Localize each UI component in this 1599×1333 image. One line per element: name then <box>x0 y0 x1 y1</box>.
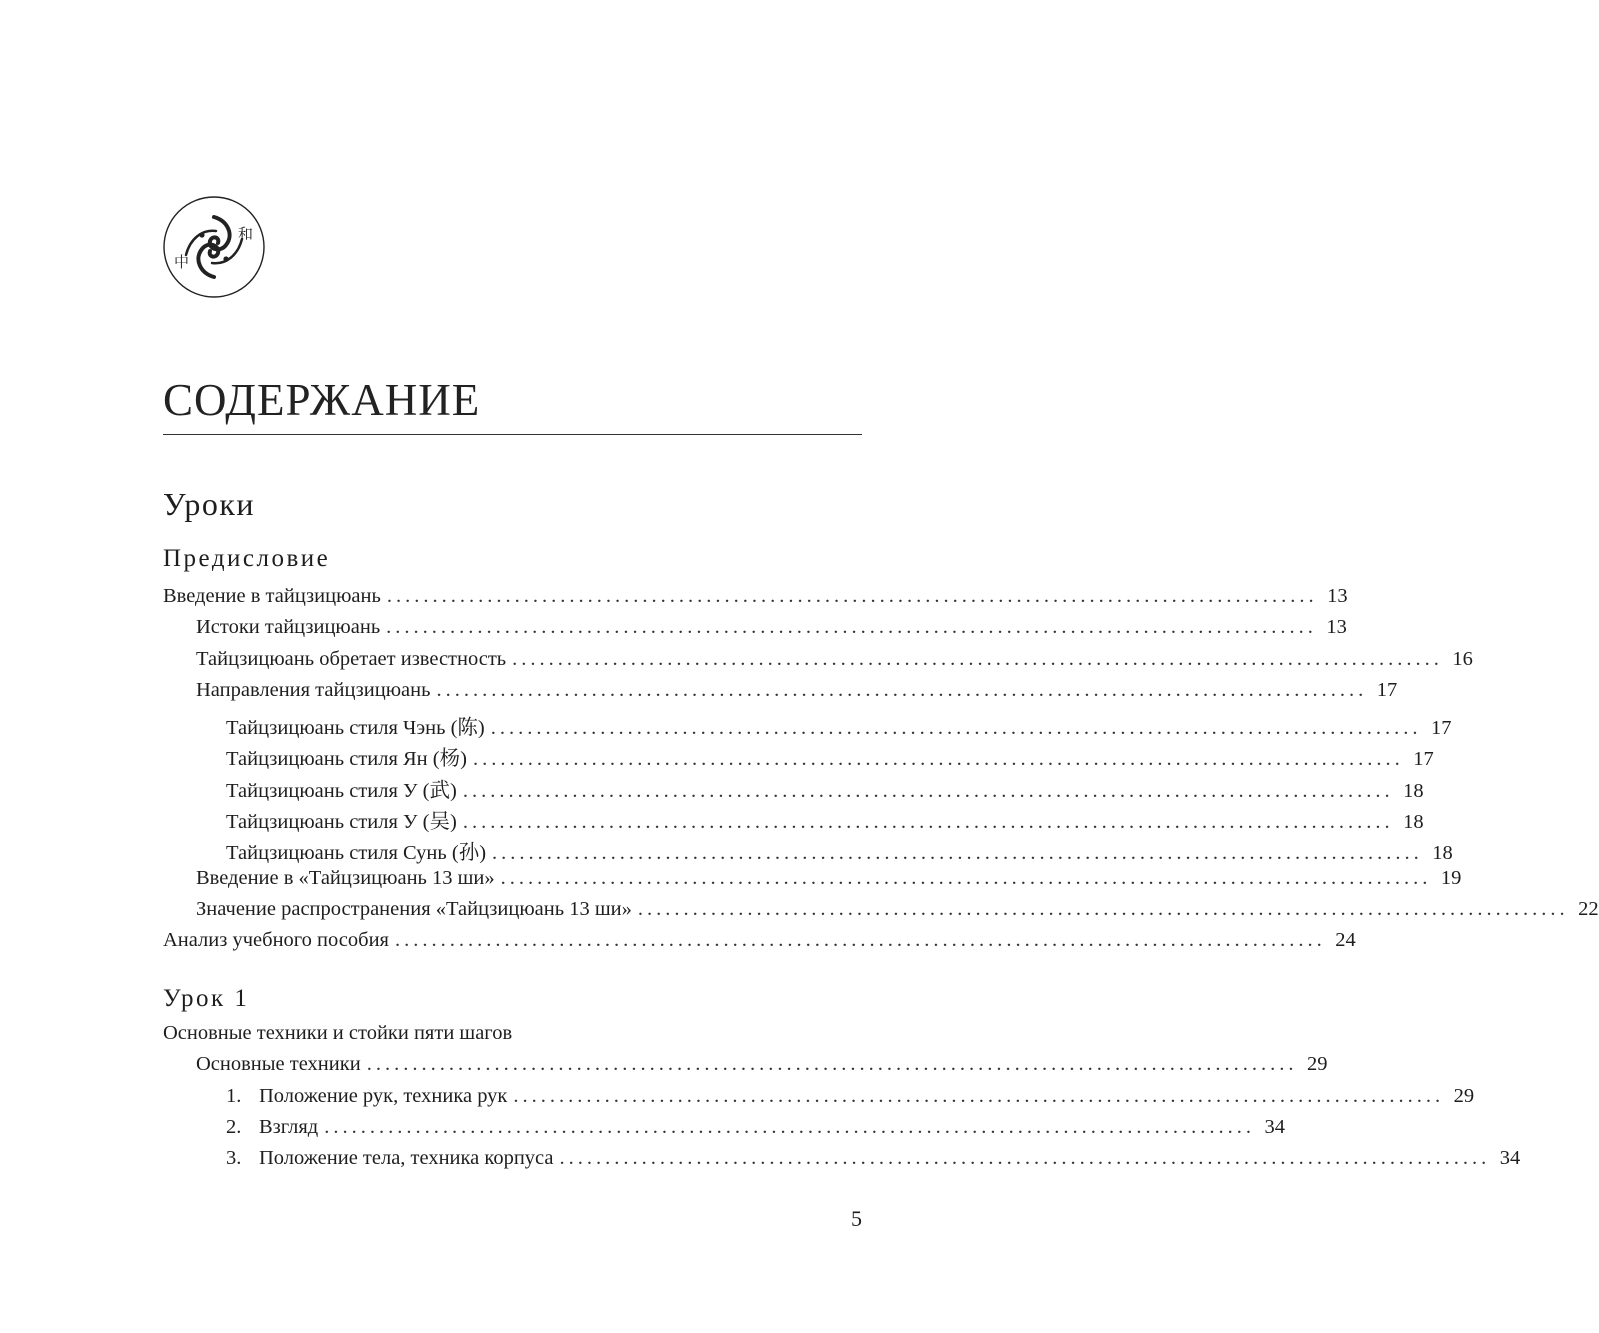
toc-entry[interactable] <box>163 929 1356 960</box>
toc-entry[interactable] <box>163 804 1424 835</box>
toc-entry-label: Истоки тайцзицюань <box>196 616 381 639</box>
toc-entry[interactable] <box>163 678 1398 710</box>
toc-entry[interactable] <box>163 616 1347 647</box>
contents-title: СОДЕРЖАНИЕ <box>163 375 481 425</box>
toc-entry-page: 13 <box>1327 585 1348 607</box>
toc-entry-page: 29 <box>1306 1053 1328 1076</box>
toc-leader-dots: ...................................................................................................... <box>512 647 1443 670</box>
toc-leader-dots: ...................................................................................................... <box>492 842 1423 865</box>
toc-entry-label: Основные техники <box>196 1053 361 1076</box>
toc-entry[interactable] <box>163 1115 1285 1147</box>
toc-entry[interactable] <box>163 741 1434 772</box>
toc-entry-label: Введение в тайцзицюань <box>163 585 381 607</box>
section-title-lesson-1: Урок 1 <box>163 985 250 1012</box>
toc-entry-page: 29 <box>1453 1084 1475 1107</box>
toc-entry[interactable] <box>163 1084 1475 1116</box>
toc-leader-dots: ...................................................................................................... <box>324 1115 1255 1138</box>
toc-entry[interactable] <box>163 773 1424 804</box>
toc-entry[interactable] <box>163 585 1348 616</box>
toc-entry-page: 34 <box>1264 1115 1285 1138</box>
toc-entry[interactable] <box>163 866 1462 898</box>
toc-entry[interactable] <box>163 710 1452 741</box>
toc-leader-dots: ...................................................................................................... <box>462 779 1394 802</box>
section-title-preface: Предисловие <box>163 545 331 572</box>
toc-list-lesson-1 <box>163 1022 1521 1178</box>
toc-entry-label: Тайцзицюань стиля Чэнь (陈) <box>226 717 485 740</box>
toc-entry-label: Положение тела, техника корпуса <box>259 1147 554 1170</box>
toc-entry[interactable] <box>163 647 1473 679</box>
taiji-emblem-logo <box>162 195 266 299</box>
toc-leader-dots: ...................................................................................................... <box>559 1147 1491 1170</box>
toc-entry-label: Тайцзицюань стиля У (吴) <box>226 811 457 834</box>
toc-entry-label: Взгляд <box>259 1115 319 1138</box>
toc-leader-dots: ...................................................................................................... <box>394 929 1326 952</box>
toc-entry-page: 17 <box>1413 748 1434 771</box>
toc-entry-label: Основные техники и стойки пяти шагов <box>163 1022 513 1044</box>
toc-leader-dots: ...................................................................................................... <box>472 748 1404 771</box>
toc-entry-label: Тайцзицюань стиля У (武) <box>226 779 457 802</box>
toc-entry-label: Значение распространения «Тайцзицюань 13 ши» <box>196 897 632 920</box>
toc-entry-page: 13 <box>1326 616 1347 639</box>
toc-leader-dots: ...................................................................................................... <box>386 616 1317 639</box>
toc-entry-page: 22 <box>1578 897 1599 920</box>
toc-entry-page: 17 <box>1430 717 1452 740</box>
toc-entry[interactable] <box>163 1022 862 1053</box>
emblem-glyph-left: 中 <box>174 253 190 271</box>
toc-entry-number: 2. <box>226 1115 242 1138</box>
toc-entry-page: 18 <box>1403 779 1424 802</box>
toc-entry-label: Тайцзицюань обретает известность <box>196 647 507 670</box>
toc-entry-page: 18 <box>1403 811 1424 834</box>
toc-entry-page: 18 <box>1432 842 1453 865</box>
emblem-glyph-right: 和 <box>238 225 254 243</box>
toc-entry-page: 24 <box>1335 929 1356 952</box>
toc-entry-page: 19 <box>1440 866 1462 889</box>
toc-entry-label: Введение в «Тайцзицюань 13 ши» <box>196 866 495 889</box>
toc-entry-page: 17 <box>1376 678 1398 701</box>
toc-leader-dots: ...................................................................................................... <box>462 811 1394 834</box>
title-divider <box>163 434 862 435</box>
part-title: Уроки <box>163 486 256 522</box>
toc-entry-label: Направления тайцзицюань <box>196 678 431 701</box>
toc-entry-page: 34 <box>1499 1147 1521 1170</box>
toc-leader-dots: ...................................................................................................... <box>366 1053 1298 1076</box>
toc-entry-number: 1. <box>226 1084 242 1107</box>
page-number: 5 <box>851 1206 862 1231</box>
toc-leader-dots: ...................................................................................................... <box>637 897 1569 920</box>
toc-entry-page: 16 <box>1452 647 1473 670</box>
toc-entry[interactable] <box>163 897 1599 929</box>
toc-leader-dots: ...................................................................................................... <box>386 585 1318 607</box>
toc-entry[interactable] <box>163 835 1453 866</box>
toc-entry-label: Тайцзицюань стиля Сунь (孙) <box>226 842 487 865</box>
toc-entry-label: Положение рук, техника рук <box>259 1084 508 1107</box>
toc-entry-label: Анализ учебного пособия <box>163 929 389 952</box>
toc-leader-dots: ...................................................................................................... <box>490 717 1422 740</box>
toc-entry-number: 3. <box>226 1147 242 1170</box>
toc-entry[interactable] <box>163 1053 1328 1084</box>
toc-leader-dots: ...................................................................................................... <box>500 866 1432 889</box>
toc-entry-label: Тайцзицюань стиля Ян (杨) <box>226 748 467 771</box>
toc-entry[interactable] <box>163 1147 1521 1178</box>
toc-list-preface <box>163 585 1599 961</box>
yin-yang-swirl-icon <box>162 195 266 299</box>
toc-leader-dots: ...................................................................................................... <box>436 678 1368 701</box>
toc-leader-dots: ...................................................................................................... <box>513 1084 1445 1107</box>
